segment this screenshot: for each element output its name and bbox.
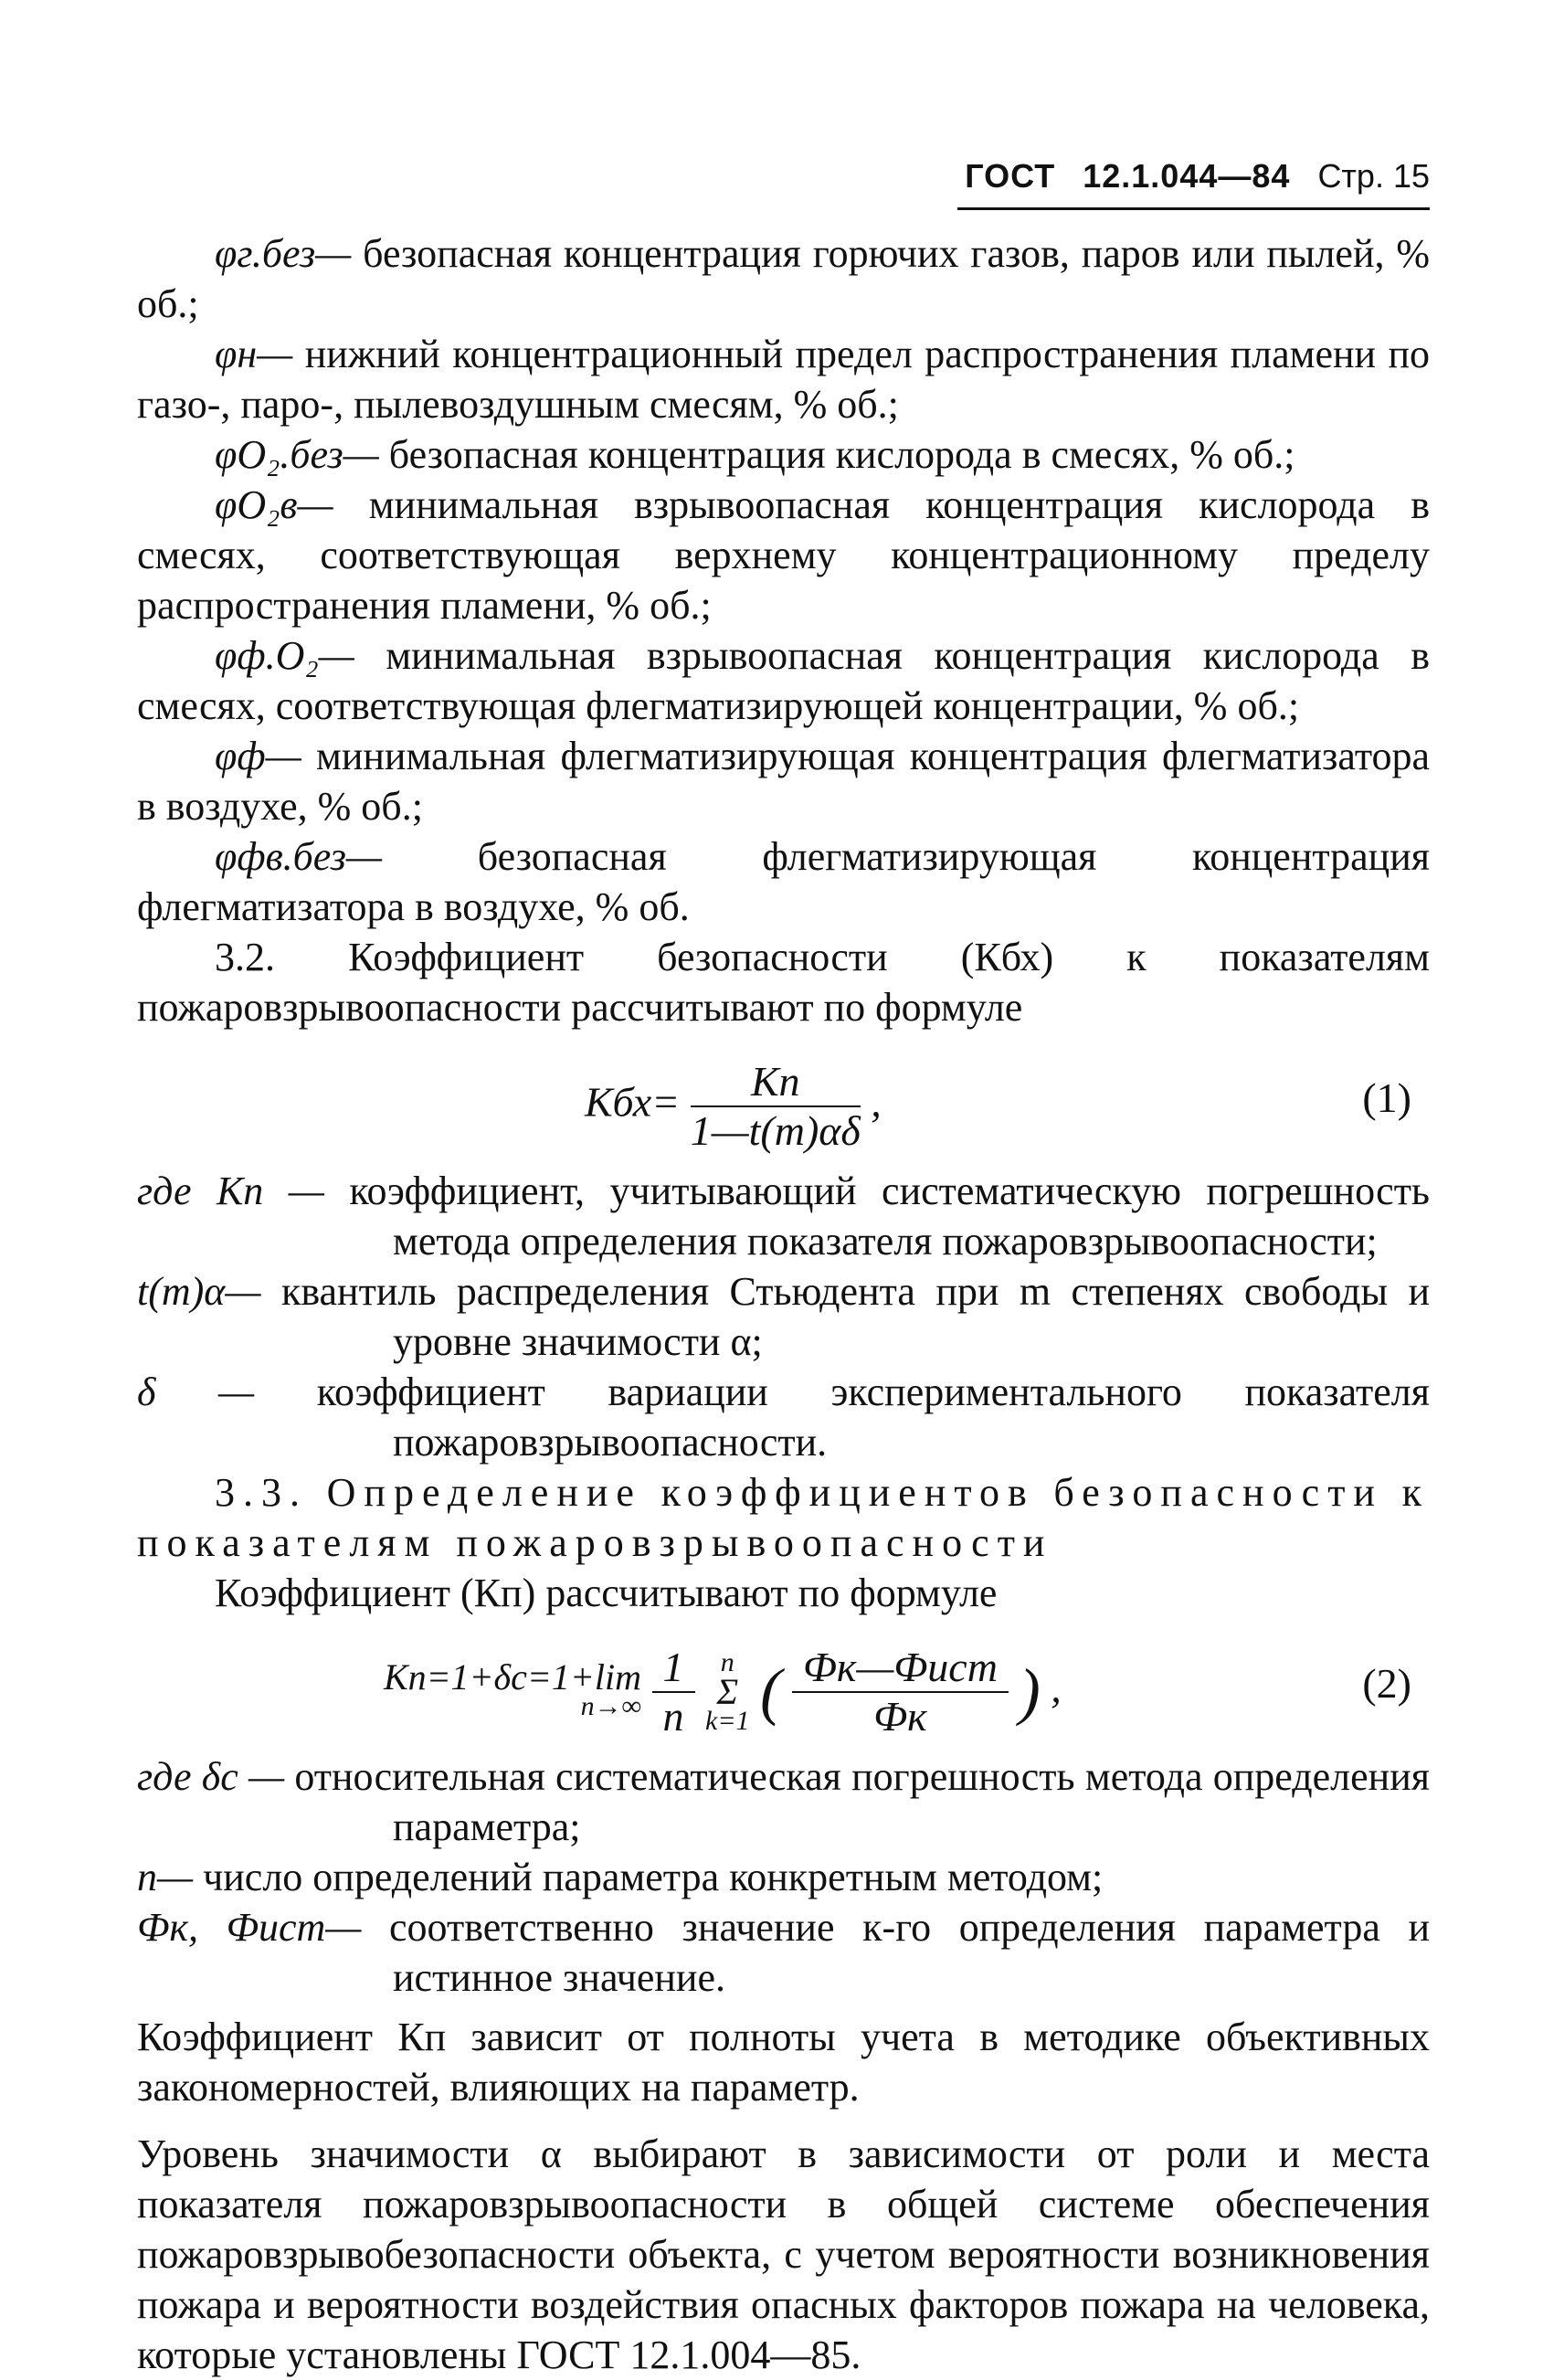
where-text: соответственно значение к-го определения параметра и истинное значение.	[389, 1905, 1431, 2000]
definition-text: минимальная взрывоопасная концентрация кислорода в смесях, соответствующая флегматизирующей концентрации, % об.;	[137, 633, 1431, 728]
paragraph-kp: Коэффициент (Кп) рассчитывают по формуле	[215, 1571, 998, 1615]
where-symbol: n—	[137, 1855, 194, 1899]
definition-text: безопасная флегматизирующая концентрация флегматизатора в воздухе, % об.	[137, 834, 1430, 929]
definition-item	[137, 480, 1430, 630]
paragraph-significance-level: Уровень значимости α выбирают в зависимости от роли и места показателя пожаровзрывоопасности в общей системе обеспечения пожаровзрывобезопасности объекта, с учетом вероятности возникновения пожара и вероятности воздействия опасных факторов пожара на человека, которые установлены ГОСТ 12.1.004—85.	[137, 2131, 1430, 2377]
definition-item	[137, 630, 1430, 731]
definition-item	[137, 831, 1430, 932]
formula-2-lhs: Кп=1+δс=1+lim	[384, 1656, 641, 1698]
page-number: Стр. 15	[1317, 157, 1430, 195]
formula-1-numerator: Кп	[691, 1058, 861, 1107]
definition-item	[137, 329, 1430, 429]
where-symbol: δ —	[137, 1370, 255, 1414]
definition-text: нижний концентрационный предел распространения пламени по газо-, паро-, пылевоздушным смесям, % об.;	[137, 332, 1431, 427]
formula-1-fraction	[691, 1058, 861, 1155]
definition-text: минимальная взрывоопасная концентрация кислорода в смесях, соответствующая верхнему концентрационному пределу распространения пламени, % об.;	[137, 482, 1431, 628]
where-item	[137, 1166, 1430, 1266]
definition-symbol: φф.O₂—	[215, 633, 354, 678]
where-text: коэффициент вариации экспериментального показателя пожаровзрывоопасности.	[316, 1370, 1431, 1465]
formula-2-sum	[705, 1648, 750, 1736]
definition-item	[137, 429, 1430, 480]
definition-symbol: φO₂в—	[215, 482, 333, 527]
definition-text: безопасная концентрация кислорода в смесях, % об.;	[388, 432, 1295, 477]
header-rule	[957, 207, 1430, 210]
paragraph-3-2: 3.2. Коэффициент безопасности (Кбх) к показателям пожаровзрывоопасности рассчитывают по формуле	[137, 935, 1430, 1030]
where-item	[137, 1367, 1430, 1467]
where-text: число определений параметра конкретным методом;	[203, 1855, 1104, 1899]
formula-2-sum-top: n	[720, 1647, 734, 1677]
where-symbol: Фк, Фист—	[137, 1905, 362, 1950]
formula-1-expression	[585, 1058, 882, 1155]
standard-number: 12.1.044—84	[1083, 157, 1291, 195]
formula-2-lim-sub: n→∞	[580, 1691, 641, 1721]
where-text: относительная систематическая погрешность метода определения параметра;	[294, 1754, 1430, 1849]
where-item	[137, 1751, 1430, 1852]
formula-1-denominator: 1—t(m)αδ	[690, 1107, 861, 1154]
where-item	[137, 1902, 1430, 2003]
formula-1-lhs: Кбх=	[585, 1078, 681, 1126]
where-text: квантиль распределения Стьюдента при m степенях свободы и уровне значимости α;	[280, 1269, 1431, 1364]
formula-2	[137, 1634, 1430, 1740]
definition-item	[137, 731, 1430, 831]
where-item	[137, 1266, 1430, 1367]
definition-symbol: φн—	[215, 332, 293, 376]
formula-2-left-paren: (	[760, 1656, 782, 1728]
formula-2-reciprocal	[652, 1644, 695, 1740]
formula-2-inner-den: Фк	[873, 1693, 927, 1740]
section-heading-3-3: 3.3. Определение коэффициентов безопасности к показателям пожаровзрывоопасности	[137, 1470, 1430, 1565]
standard-label: ГОСТ	[965, 157, 1056, 195]
formula-2-right-paren: )	[1019, 1656, 1041, 1728]
formula-2-inner-num: Фк—Фист	[792, 1644, 1009, 1693]
paragraph-kp-depends: Коэффициент Кп зависит от полноты учета в методике объективных закономерностей, влияющих на параметр.	[137, 2015, 1430, 2110]
formula-2-frac-den: n	[662, 1693, 684, 1740]
definition-symbol: φфв.без—	[215, 834, 383, 879]
formula-2-frac-num: 1	[652, 1644, 695, 1693]
formula-2-tail: ,	[1051, 1664, 1062, 1711]
page-header	[950, 157, 1430, 196]
definition-symbol: φг.без—	[215, 231, 352, 276]
where-text: коэффициент, учитывающий систематическую погрешность метода определения показателя пожаровзрывоопасности;	[349, 1169, 1430, 1264]
definition-text: минимальная флегматизирующая концентрация флегматизатора в воздухе, % об.;	[137, 734, 1430, 829]
definition-text: безопасная концентрация горючих газов, паров или пылей, % об.;	[137, 231, 1430, 326]
formula-2-lim	[384, 1656, 641, 1721]
body-text	[137, 228, 1430, 2380]
formula-2-expression	[384, 1644, 1062, 1740]
formula-2-sum-sign: Σ	[716, 1671, 739, 1712]
where-symbol: где δс —	[137, 1754, 285, 1799]
formula-1	[137, 1049, 1430, 1154]
formula-2-number: (2)	[1362, 1660, 1411, 1707]
definition-item	[137, 228, 1430, 329]
where-symbol: t(m)α—	[137, 1269, 261, 1314]
where-symbol: где Кп —	[137, 1169, 324, 1213]
where-item	[137, 1852, 1430, 1902]
formula-2-inner-fraction	[792, 1644, 1009, 1740]
formula-1-tail: ,	[871, 1078, 882, 1126]
formula-1-number: (1)	[1362, 1074, 1411, 1121]
definition-symbol: φO₂.без—	[215, 432, 379, 477]
definition-symbol: φф—	[215, 734, 301, 778]
formula-2-sum-bottom: k=1	[705, 1706, 750, 1736]
